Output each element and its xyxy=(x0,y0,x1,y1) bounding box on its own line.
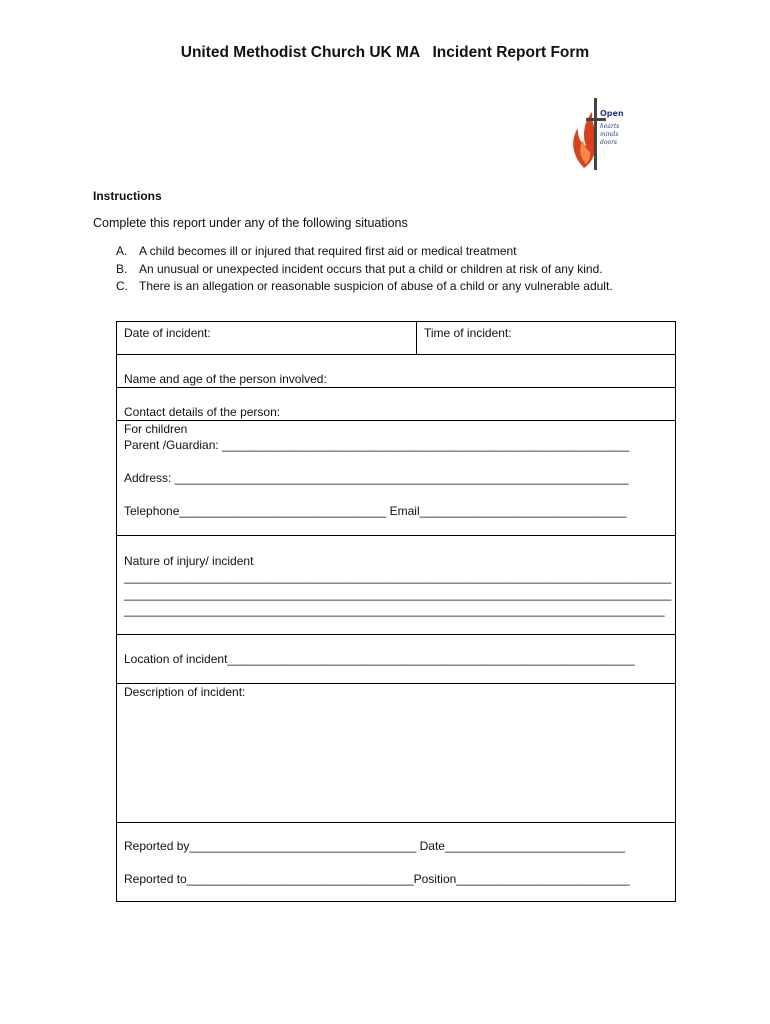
contact-details-label: Contact details of the person: xyxy=(124,405,281,419)
nature-of-injury-label: Nature of injury/ incident xyxy=(124,554,254,568)
nature-line[interactable]: __________________________________________________________________________________ xyxy=(124,587,672,601)
logo-word: Open xyxy=(600,109,624,118)
list-text: A child becomes ill or injured that required first aid or medical treatment xyxy=(139,244,517,258)
location-field[interactable]: Location of incident_____________________________________________________________ xyxy=(124,652,635,666)
row-divider xyxy=(117,387,675,388)
time-of-incident-field[interactable]: Time of incident: xyxy=(424,326,512,340)
reported-by-field[interactable]: Reported by__________________________________ Date___________________________ xyxy=(124,839,626,853)
list-letter: C. xyxy=(116,279,128,293)
instructions-heading: Instructions xyxy=(93,189,162,203)
row-divider xyxy=(117,634,675,635)
address-field[interactable]: Address: ____________________________________________________________________ xyxy=(124,471,629,485)
incident-form xyxy=(116,321,676,902)
logo-word: minds xyxy=(600,131,619,138)
instructions-list xyxy=(116,243,613,296)
person-involved-field[interactable]: Name and age of the person involved: xyxy=(124,372,327,386)
date-of-incident-field[interactable]: Date of incident: xyxy=(124,326,211,340)
logo-word: doors xyxy=(600,139,618,146)
row-divider xyxy=(117,822,675,823)
list-letter: A. xyxy=(116,244,128,258)
list-item xyxy=(116,261,613,279)
row-divider xyxy=(117,535,675,536)
column-divider xyxy=(416,322,417,354)
parent-guardian-field[interactable]: Parent /Guardian: _____________________________________________________________ xyxy=(124,438,630,452)
nature-line[interactable]: _________________________________________________________________________________ xyxy=(124,603,665,617)
row-divider xyxy=(117,420,675,421)
open-hearts-logo-icon xyxy=(564,90,638,182)
for-children-label: For children xyxy=(124,422,188,436)
list-text: There is an allegation or reasonable suspicion of abuse of a child or any vulnerable adult. xyxy=(139,279,613,293)
list-item xyxy=(116,243,613,261)
list-text: An unusual or unexpected incident occurs that put a child or children at risk of any kind. xyxy=(139,261,603,276)
telephone-email-field[interactable]: Telephone_______________________________ Email_______________________________ xyxy=(124,504,627,518)
list-letter: B. xyxy=(116,261,128,276)
list-item xyxy=(116,278,613,296)
row-divider xyxy=(117,683,675,684)
description-field[interactable]: Description of incident: xyxy=(124,685,246,699)
logo-word: hearts xyxy=(600,123,620,130)
page-title: United Methodist Church UK MA Incident Report Form xyxy=(180,44,590,61)
reported-to-field[interactable]: Reported to__________________________________Position__________________________ xyxy=(124,872,630,886)
nature-line[interactable]: __________________________________________________________________________________ xyxy=(124,570,672,584)
instructions-intro: Complete this report under any of the following situations xyxy=(93,216,408,230)
church-logo xyxy=(564,90,638,182)
row-divider xyxy=(117,354,675,355)
